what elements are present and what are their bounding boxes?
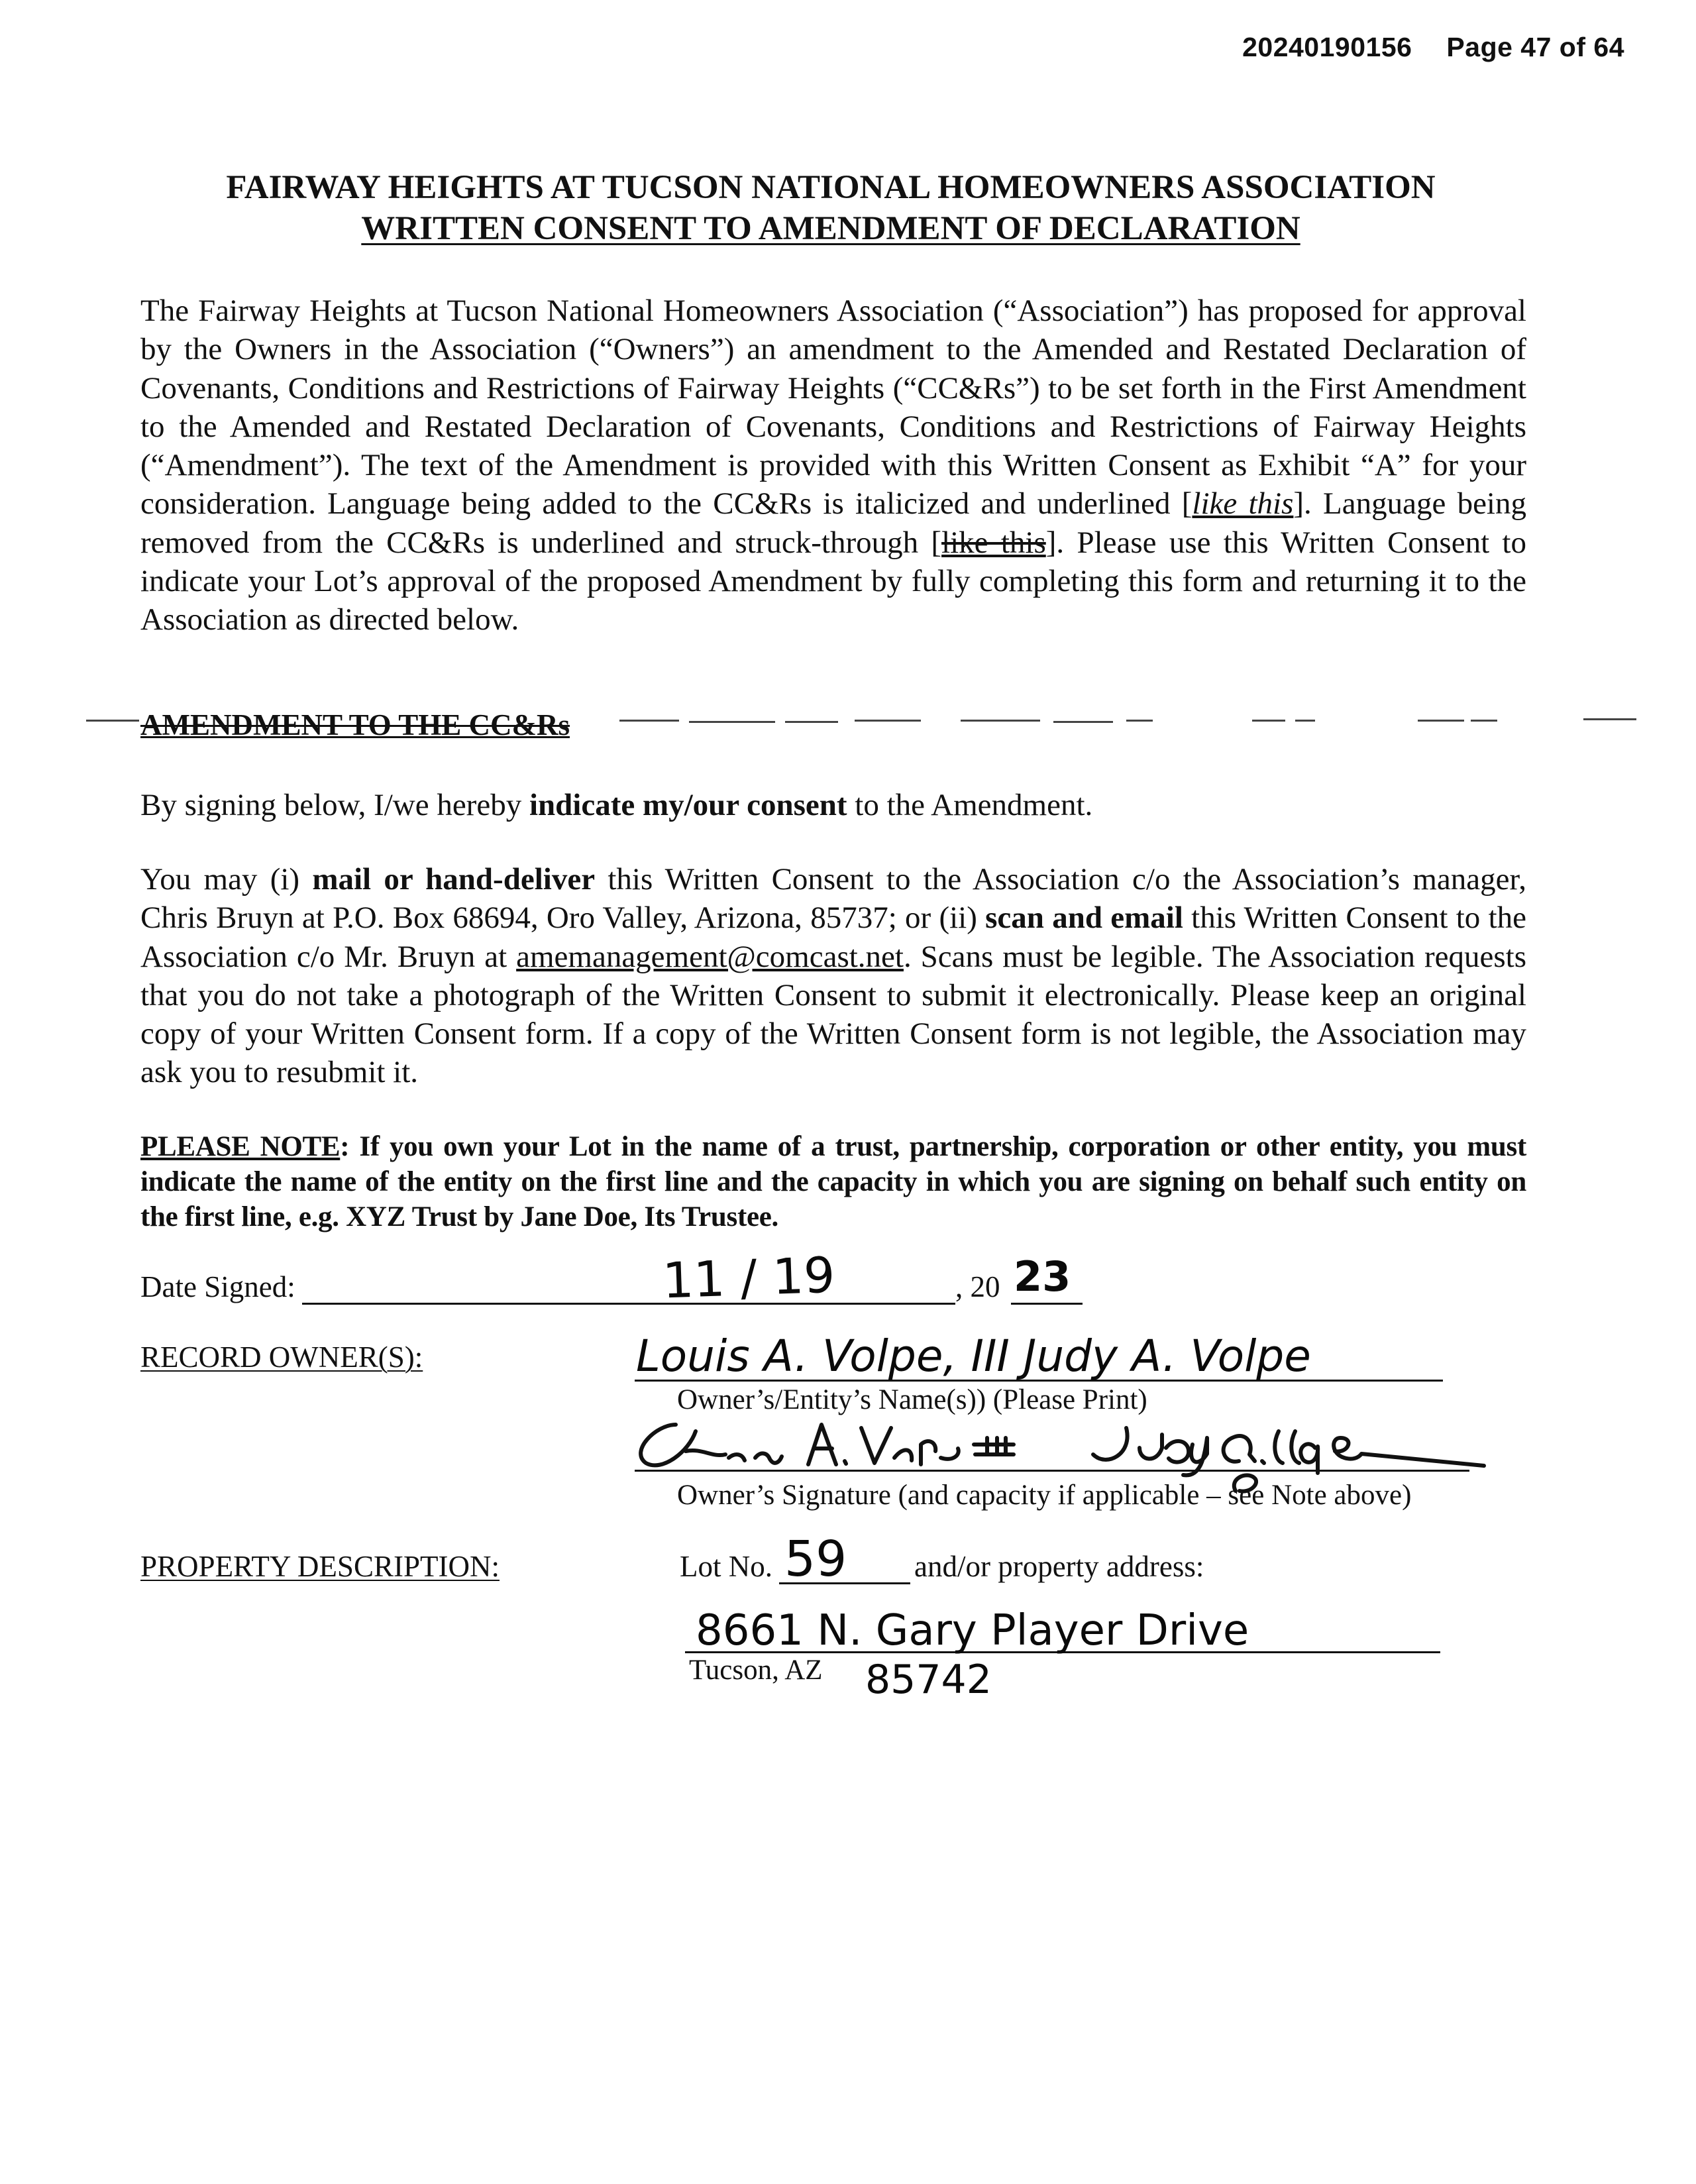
- delivery-method-mail: mail or hand-deliver: [312, 862, 596, 897]
- page-number: Page 47 of 64: [1446, 32, 1624, 62]
- consent-text-2: to the Amendment.: [847, 788, 1093, 822]
- delivery-method-email: scan and email: [985, 901, 1183, 936]
- handwritten-year: 23: [1014, 1252, 1071, 1301]
- year-prefix: , 20: [955, 1270, 1000, 1303]
- city-state-label: Tucson, AZ: [689, 1655, 823, 1686]
- handwritten-lot-number: 59: [784, 1531, 847, 1588]
- handwritten-owner-names: Louis A. Volpe, III Judy A. Volpe: [636, 1331, 1311, 1382]
- please-note-label: PLEASE NOTE: [140, 1131, 341, 1162]
- please-note-text: : If you own your Lot in the name of a trust, partnership, corporation or other entity, you must indicate the name of the entity on the first line and the capacity in which you are signing on behalf such entity on the first line, e.g. XYZ Trust by Jane Doe, Its Trustee.: [140, 1131, 1526, 1232]
- owner-name-caption: Owner’s/Entity’s Name(s)) (Please Print): [677, 1384, 1147, 1415]
- lot-number-label: Lot No.: [680, 1550, 772, 1583]
- handwritten-date: 11 / 19: [661, 1246, 836, 1310]
- consent-text-1: By signing below, I/we hereby: [140, 788, 529, 822]
- added-language-example: like this: [1192, 486, 1294, 521]
- property-description-label: PROPERTY DESCRIPTION:: [140, 1550, 500, 1583]
- date-signed-label: Date Signed:: [140, 1270, 295, 1303]
- delivery-text-a: You may (i): [140, 862, 313, 897]
- property-address-label: and/or property address:: [914, 1550, 1204, 1583]
- handwritten-address: 8661 N. Gary Player Drive: [696, 1606, 1249, 1655]
- intro-text-3: ]. Please use this Written Consent to indicate your Lot’s approval of the proposed Amendment by fully completing this form and returning it to the Association as directed below.: [140, 525, 1526, 637]
- manager-email-link[interactable]: amemanagement@comcast.net: [516, 939, 904, 974]
- consent-bold: indicate my/our consent: [529, 788, 847, 822]
- amendment-heading: AMENDMENT TO THE CC&Rs: [140, 708, 570, 741]
- delivery-text-e: this Written Consent to the Association c/o Mr. Bruyn at: [140, 901, 1526, 974]
- removed-language-example: like this: [941, 525, 1046, 560]
- owner-signature-caption: Owner’s Signature (and capacity if applicable – see Note above): [677, 1480, 1412, 1511]
- document-number: 20240190156: [1242, 32, 1412, 62]
- intro-text-2: ]. Language being removed from the CC&Rs is underlined and struck-through [: [140, 486, 1526, 560]
- handwritten-zip: 85742: [865, 1657, 992, 1703]
- delivery-text-c: this Written Consent to the Association c/o the Association’s manager, Chris Bruyn at P.O. Box 68694, Oro Valley, Arizona, 85737; or (ii): [140, 862, 1526, 936]
- document-title-text: WRITTEN CONSENT TO AMENDMENT OF DECLARATION: [361, 210, 1300, 247]
- association-title: FAIRWAY HEIGHTS AT TUCSON NATIONAL HOMEOWNERS ASSOCIATION: [226, 169, 1436, 206]
- delivery-text-f: . Scans must be legible. The Association requests that you do not take a photograph of the Written Consent to submit it electronically. Please keep an original copy of your Written Consent form. If a copy of the Written Consent form is not legible, the Association may ask you to resubmit it.: [140, 939, 1527, 1090]
- intro-text-1: The Fairway Heights at Tucson National Homeowners Association (“Association”) has proposed for approval by the Owners in the Association (“Owners”) an amendment to the Amended and Restated Declaration of Covenants, Conditions and Restrictions of Fairway Heights (“CC&Rs”) to be set forth in the First Amendment to the Amended and Restated Declaration of Covenants, Conditions and Restrictions of Fairway Heights (“Amendment”). The text of the Amendment is provided with this Written Consent as Exhibit “A” for your consideration. Language being added to the CC&Rs is italicized and underlined [: [140, 294, 1526, 521]
- record-owner-label: RECORD OWNER(S):: [140, 1340, 423, 1374]
